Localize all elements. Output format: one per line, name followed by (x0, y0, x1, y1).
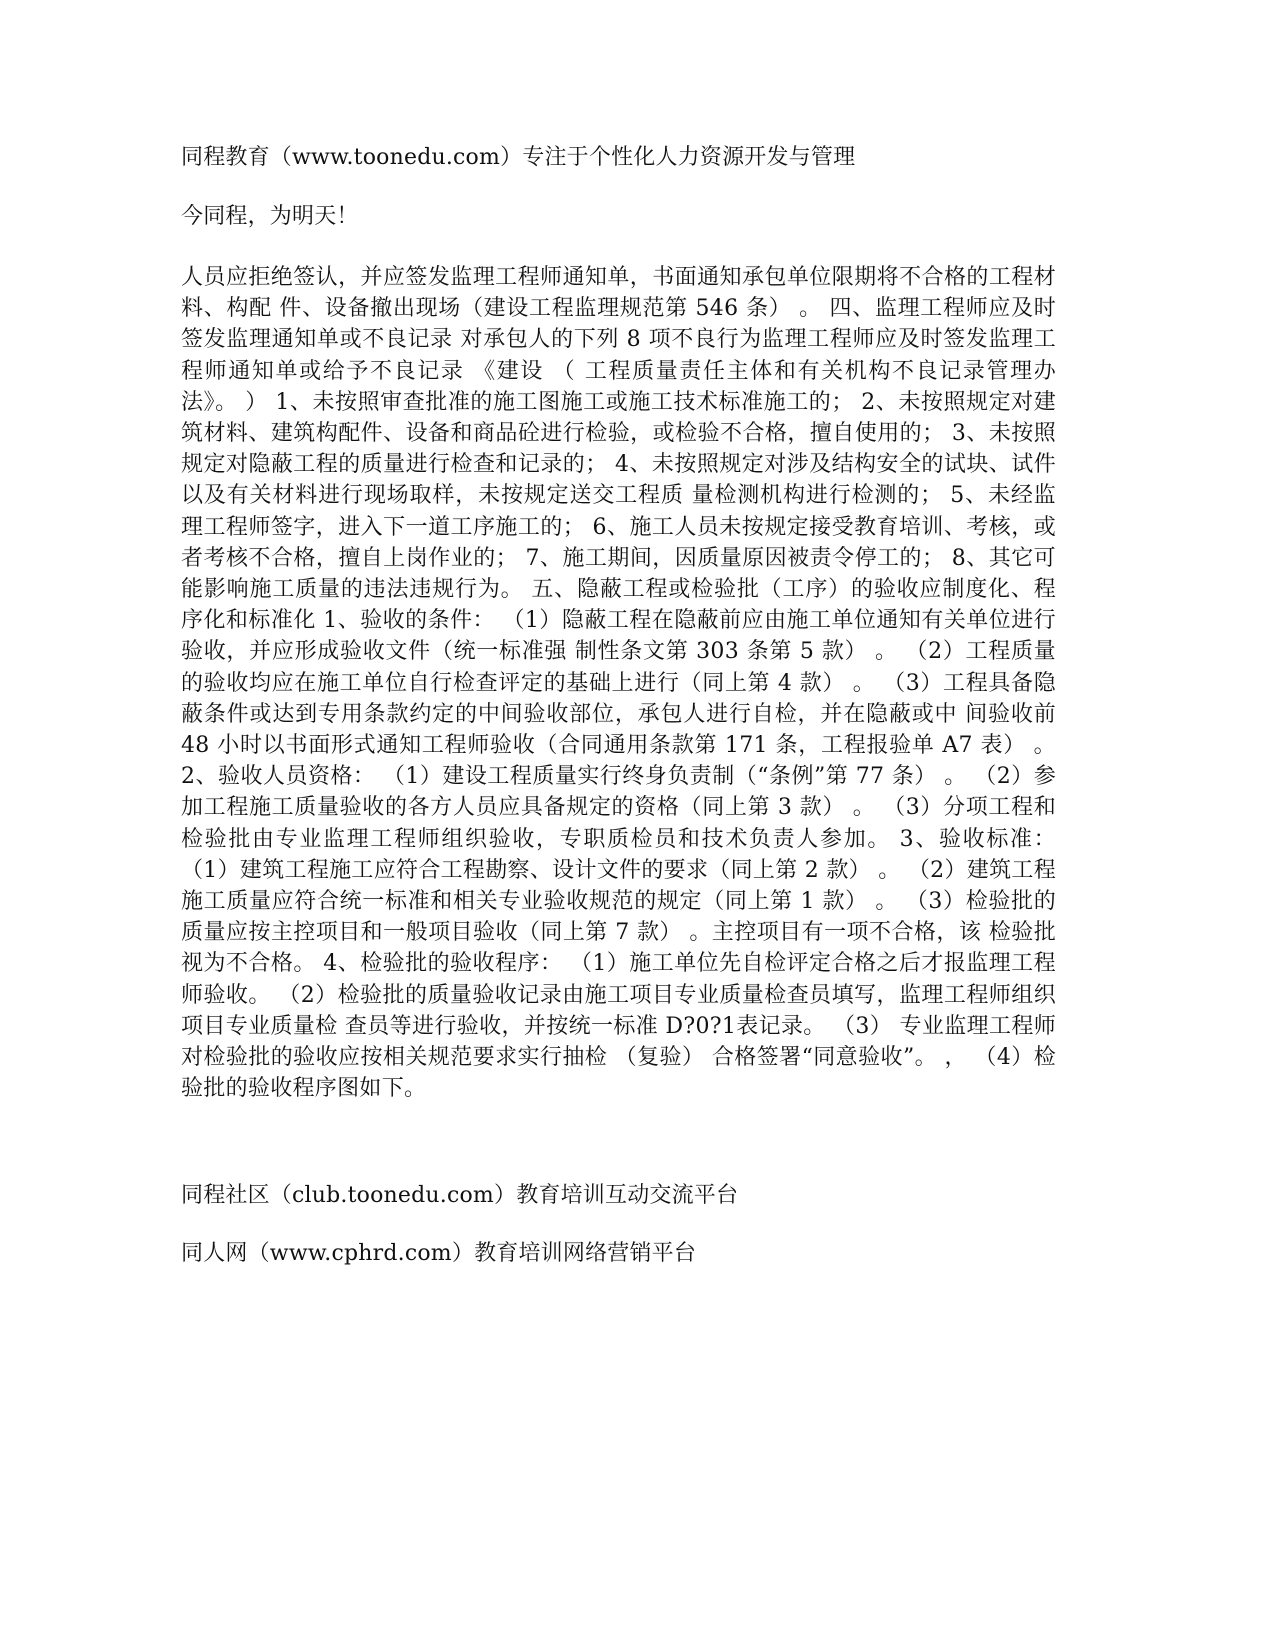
body-paragraph: 人员应拒绝签认，并应签发监理工程师通知单，书面通知承包单位限期将不合格的工程材料、构配 件、设备撤出现场（建设工程监理规范第 546 条） 。 四、监理工程师应及时签发监理通知单或不良记录 对承包人的下列 8 项不良行为监理工程师应及时签发监理工程师通知单或给予不良记录 《建设 （ 工程质量责任主体和有关机构不良记录管理办法》。 ） 1、未按照审查批准的施工图施工或施工技术标准施工的； 2、未按照规定对建筑材料、建筑构配件、设备和商品砼进行检验，或检验不合格，擅自使用的； 3、未按照规定对隐蔽工程的质量进行检查和记录的； 4、未按照规定对涉及结构安全的试块、试件以及有关材料进行现场取样，未按规定送交工程质 量检测机构进行检测的； 5、未经监理工程师签字，进入下一道工序施工的； 6、施工人员未按规定接受教育培训、考核，或者考核不合格，擅自上岗作业的； 7、施工期间，因质量原因被责令停工的； 8、其它可能影响施工质量的违法违规行为。 五、隐蔽工程或检验批（工序）的验收应制度化、程序化和标准化 1、验收的条件： （1）隐蔽工程在隐蔽前应由施工单位通知有关单位进行验收，并应形成验收文件（统一标准强 制性条文第 303 条第 5 款） 。 （2）工程质量的验收均应在施工单位自行检查评定的基础上进行（同上第 4 款） 。 （3）工程具备隐蔽条件或达到专用条款约定的中间验收部位，承包人进行自检，并在隐蔽或中 间验收前 48 小时以书面形式通知工程师验收（合同通用条款第 171 条，工程报验单 A7 表） 。 2、验收人员资格： （1）建设工程质量实行终身负责制（“条例”第 77 条） 。 （2）参加工程施工质量验收的各方人员应具备规定的资格（同上第 3 款） 。 （3）分项工程和检验批由专业监理工程师组织验收，专职质检员和技术负责人参加。 3、验收标准： （1）建筑工程施工应符合工程勘察、设计文件的要求（同上第 2 款） 。 （2）建筑工程施工质量应符合统一标准和相关专业验收规范的规定（同上第 1 款） 。 （3）检验批的质量应按主控项目和一般项目验收（同上第 7 款） 。主控项目有一项不合格，该 检验批视为不合格。 4、检验批的验收程序： （1）施工单位先自检评定合格之后才报监理工程师验收。 （2）检验批的质量验收记录由施工项目专业质量检查员填写，监理工程师组织项目专业质量检 查员等进行验收，并按统一标准 D?0?1表记录。 （3） 专业监理工程师对检验批的验收应按相关规范要求实行抽检 （复验） 合格签署“同意验收”。 ， （4）检验批的验收程序图如下。 (181, 265, 1056, 1102)
footer-line-1: 同程社区（club.toonedu.com）教育培训互动交流平台 (181, 1183, 739, 1208)
header-line-1: 同程教育（www.toonedu.com）专注于个性化人力资源开发与管理 (181, 145, 856, 170)
footer-line-2: 同人网（www.cphrd.com）教育培训网络营销平台 (181, 1241, 697, 1266)
header-line-2: 今同程，为明天！ (181, 204, 359, 229)
